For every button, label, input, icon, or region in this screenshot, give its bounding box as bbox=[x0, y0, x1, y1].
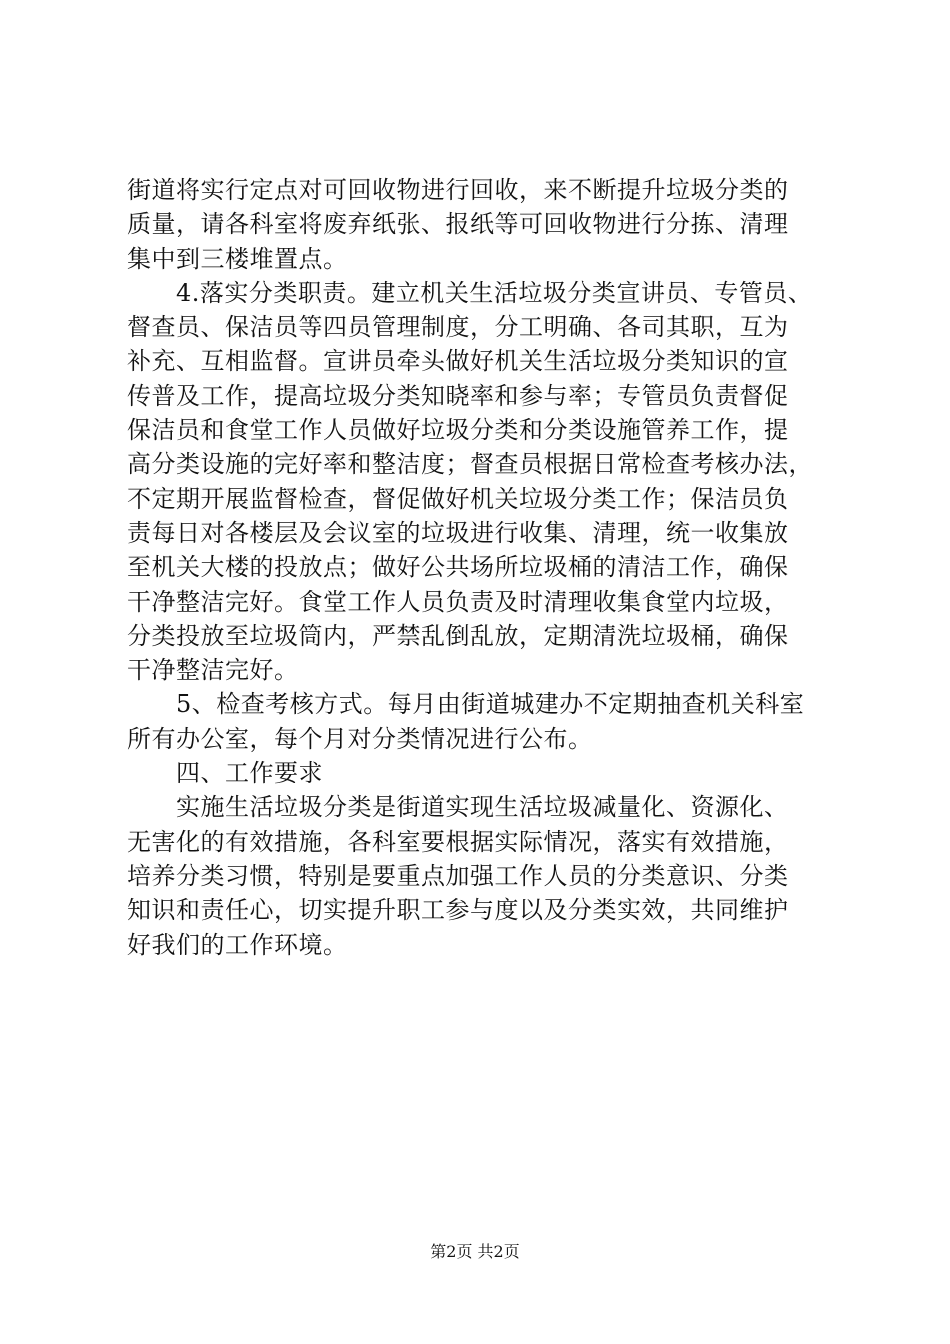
text-line: 至机关大楼的投放点；做好公共场所垃圾桶的清洁工作，确保 bbox=[127, 553, 789, 582]
text-line: 质量，请各科室将废弃纸张、报纸等可回收物进行分拣、清理 bbox=[127, 210, 789, 239]
text-line: 集中到三楼堆置点。 bbox=[127, 244, 348, 273]
text-line: 知识和责任心，切实提升职工参与度以及分类实效，共同维护 bbox=[127, 896, 789, 925]
text-line: 实施生活垃圾分类是街道实现生活垃圾减量化、资源化、 bbox=[127, 793, 789, 822]
document-body bbox=[127, 173, 847, 962]
text-line: 不定期开展监督检查，督促做好机关垃圾分类工作；保洁员负 bbox=[127, 484, 789, 513]
text-line: 干净整洁完好。食堂工作人员负责及时清理收集食堂内垃圾， bbox=[127, 587, 789, 616]
text-line: 责每日对各楼层及会议室的垃圾进行收集、清理，统一收集放 bbox=[127, 518, 789, 547]
text-line: 街道将实行定点对可回收物进行回收，来不断提升垃圾分类的 bbox=[127, 176, 789, 204]
text-line: 无害化的有效措施，各科室要根据实际情况，落实有效措施， bbox=[127, 827, 789, 856]
text-line: 4.落实分类职责。建立机关生活垃圾分类宣讲员、专管员、 bbox=[127, 278, 813, 307]
text-line: 分类投放至垃圾筒内，严禁乱倒乱放，定期清洗垃圾桶，确保 bbox=[127, 621, 789, 650]
page-number-footer: 第2页 共2页 bbox=[430, 1242, 520, 1261]
text-line: 所有办公室，每个月对分类情况进行公布。 bbox=[127, 724, 593, 753]
text-line: 督查员、保洁员等四员管理制度，分工明确、各司其职，互为 bbox=[127, 313, 789, 342]
text-line: 保洁员和食堂工作人员做好垃圾分类和分类设施管养工作，提 bbox=[127, 416, 789, 445]
text-line: 5、检查考核方式。每月由街道城建办不定期抽查机关科室 bbox=[127, 690, 805, 719]
text-line: 好我们的工作环境。 bbox=[127, 930, 348, 959]
section-heading: 四、工作要求 bbox=[127, 759, 323, 788]
text-line: 补充、互相监督。宣讲员牵头做好机关生活垃圾分类知识的宣 bbox=[127, 347, 789, 376]
text-line: 传普及工作，提高垃圾分类知晓率和参与率；专管员负责督促 bbox=[127, 381, 789, 410]
text-line: 干净整洁完好。 bbox=[127, 656, 299, 685]
text-line: 培养分类习惯，特别是要重点加强工作人员的分类意识、分类 bbox=[127, 861, 789, 890]
text-line: 高分类设施的完好率和整洁度；督查员根据日常检查考核办法， bbox=[127, 450, 813, 479]
